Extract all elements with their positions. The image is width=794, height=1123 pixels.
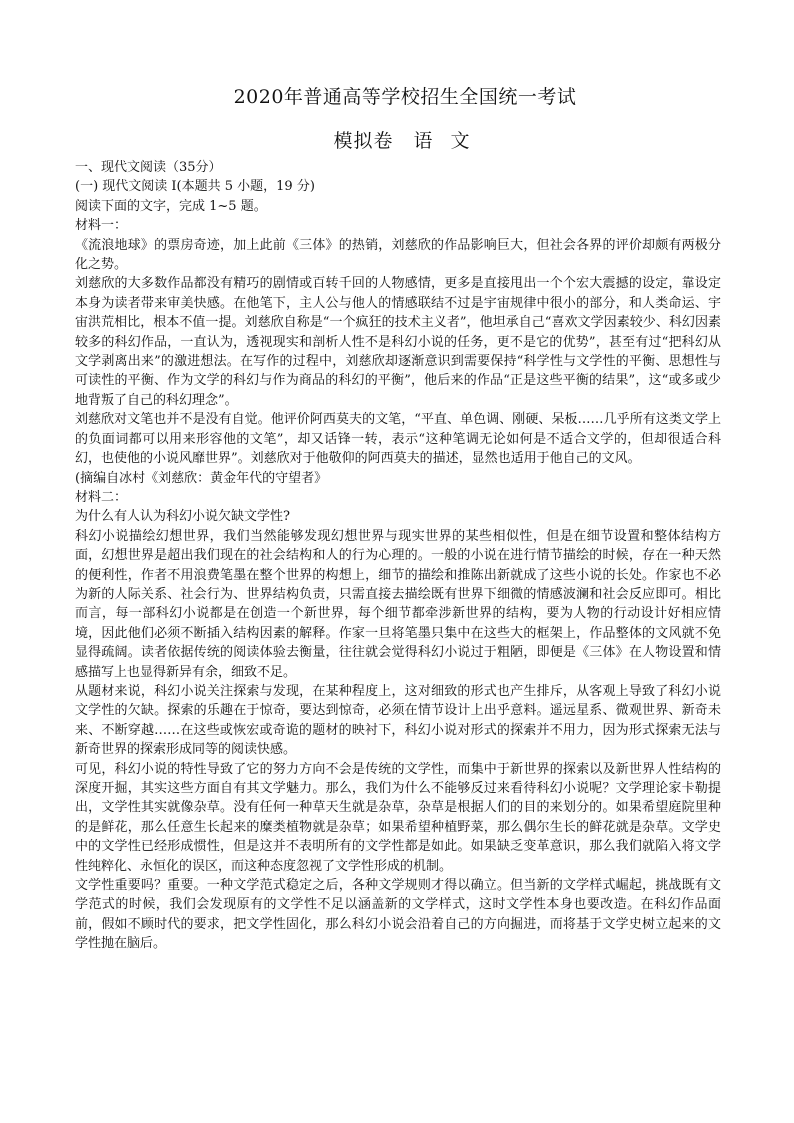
material1-paragraph: 刘慈欣的大多数作品都没有精巧的剧情或百转千回的人物感情，更多是直接甩出一个个宏大震撼的设定，靠设定本身为读者带来审美快感。在他笔下，主人公与他人的情感联结不过是宇宙规律中很小的部分，和人类命运、宇宙洪荒相比，根本不值一提。刘慈欣自称是“一个疯狂的技术主义者”，他坦承自己“喜欢文学因素较少、科幻因素较多的科幻作品，一直认为，透视现实和剖析人性不是科幻小说的任务，更不是它的优势”，甚至有过“把科幻从文学剥离出来”的激进想法。在写作的过程中，刘慈欣却逐渐意识到需要保持“科学性与文学性的平衡、思想性与可读性的平衡、作为文学的科幻与作为商品的科幻的平衡”，他后来的作品“正是这些平衡的结果”，这“或多或少地背叛了自己的科幻理念”。: [75, 276, 721, 408]
section-subheading: (一) 现代文阅读 I(本题共 5 小题，19 分): [75, 179, 315, 195]
section-heading: 一、现代文阅读（35分）: [75, 160, 222, 175]
material1-paragraph: 《流浪地球》的票房奇迹，加上此前《三体》的热销，刘慈欣的作品影响巨大，但社会各界的评价却颇有两极分化之势。: [75, 237, 721, 273]
subtitle-left: 模拟卷: [333, 130, 394, 152]
material2-question: 为什么有人认为科幻小说欠缺文学性?: [75, 509, 290, 525]
material2-paragraph: 文学性重要吗？重要。一种文学范式稳定之后，各种文学规则才得以确立。但当新的文学样式崛起，挑战既有文学范式的时候，我们会发现原有的文学性不足以涵盖新的文学样式，这时文学性本身也要改造。在科幻作品面前，假如不顾时代的要求，把文学性固化，那么科幻小说会沿着自己的方向掘进，而将基于文学史树立起来的文学性抛在脑后。: [75, 878, 721, 952]
subtitle-right: 语 文: [413, 130, 471, 152]
material2-label: 材料二：: [75, 489, 128, 505]
material2-paragraph: 科幻小说描绘幻想世界，我们当然能够发现幻想世界与现实世界的某些相似性，但是在细节设置和整体结构方面，幻想世界是超出我们现在的社会结构和人的行为心理的。一般的小说在进行情节描绘的时候，存在一种天然的便利性，作者不用浪费笔墨在整个世界的构想上，细节的描绘和推陈出新就成了这些小说的长处。作家也不必为新的人际关系、社会行为、世界结构负责，只需直接去描绘既有世界下细微的情感波澜和社会反应即可。相比而言，每一部科幻小说都是在创造一个新世界，每个细节都牵涉新世界的结构，要为人物的行动设计好相应情境，因此他们必须不断插入结构因素的解释。作家一旦将笔墨只集中在这些大的框架上，作品整体的文风就不免显得疏阔。读者依据传统的阅读体验去衡量，往往就会觉得科幻小说过于粗陋，即便是《三体》在人物设置和情感描写上也显得新异有余，细致不足。: [75, 528, 721, 680]
exam-title: 2020年普通高等学校招生全国统一考试: [233, 86, 577, 108]
material2-paragraph: 从题材来说，科幻小说关注探索与发现，在某种程度上，这对细致的形式也产生排斥，从客观上导致了科幻小说文学性的欠缺。探索的乐趣在于惊奇，要达到惊奇，必须在情节设计上出乎意料。遥远星系、微观世界、新奇未来、不断穿越……在这些或恢宏或奇诡的题材的映衬下，科幻小说对形式的探索并不用力，因为形式探索无法与新奇世界的探索形成同等的阅读快感。: [75, 683, 721, 758]
material1-source: (摘编自冰村《刘慈欣：黄金年代的守望者》: [75, 470, 328, 486]
material2-paragraph: 可见，科幻小说的特性导致了它的努力方向不会是传统的文学性，而集中于新世界的探索以及新世界人性结构的深度开掘，其实这些方面自有其文学魅力。那么，我们为什么不能够反过来看待科幻小说呢？文学理论家卡勒提出，文学性其实就像杂草。没有任何一种草天生就是杂草，杂草是根据人们的目的来划分的。如果希望庭院里种的是鲜花，那么任意生长起来的糜类植物就是杂草；如果希望种植野菜，那么偶尔生长的鲜花就是杂草。文学史中的文学性已经形成惯性，但是这并不表明所有的文学性都是如此。如果缺乏变革意识，那么我们就陷入将文学性纯粹化、永恒化的误区，而这种态度忽视了文学性形成的机制。: [75, 761, 721, 874]
material1-paragraph: 刘慈欣对文笔也并不是没有自觉。他评价阿西莫夫的文笔，“平直、单色调、刚硬、呆板……几乎所有这类文学上的负面词都可以用来形容他的文笔”，却又话锋一转，表示“这种笔调无论如何是不适合文学的，但却很适合科幻，也使他的小说风靡世界”。刘慈欣对于他敬仰的阿西莫夫的描述，显然也适用于他自己的文风。: [75, 412, 721, 467]
material1-label: 材料一：: [75, 218, 128, 234]
exam-subtitle: [75, 128, 721, 154]
section-instruction: 阅读下面的文字，完成 1~5 题。: [75, 198, 267, 214]
